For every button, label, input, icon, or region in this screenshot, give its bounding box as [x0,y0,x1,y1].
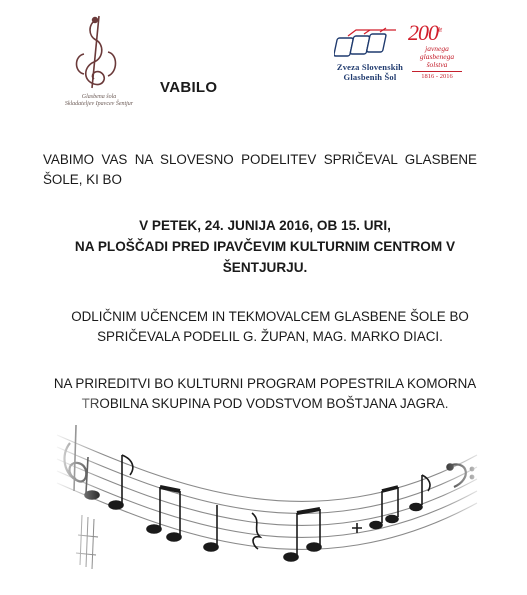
union-logo-line-1: Zveza Slovenskih [336,62,404,72]
awards-line-2: SPRIČEVALA PODELIL G. ŽUPAN, MAG. MARKO DIACI. [97,329,443,344]
intro-line-1: VABIMO VAS NA SLOVESNO PODELITEV SPRIČEVAL GLASBENE [43,152,477,167]
anniversary-years: 1816 - 2016 [412,71,462,81]
intro-line-2: ŠOLE, KI BO [43,172,122,187]
program-line-1: NA PRIREDITVI BO KULTURNI PROGRAM POPESTRILA KOMORNA [53,376,477,391]
anniversary-superscript: let [438,27,441,34]
event-date-line: V PETEK, 24. JUNIJA 2016, OB 15. URI, [139,218,391,233]
anniversary-number: $200^{let}$ [408,20,441,45]
event-place-line-1: NA PLOŠČADI PRED IPAVČEVIM KULTURNIM CENTROM V [74,239,456,254]
anniversary-line-2: glasbenega [419,52,455,61]
awards-paragraph [50,307,490,347]
page-title: VABILO [160,79,218,96]
event-date-place [40,215,490,278]
violin-treble-clef-logo [44,14,154,94]
anniversary-line-3: šolstva [426,60,448,69]
music-staff-notes-illustration [52,395,482,590]
anniversary-logo [404,20,470,82]
school-logo [44,14,174,110]
school-logo-caption-2: Skladateljev Ipavcev Šentjur [64,101,134,107]
anniversary-line-1: javnega [425,44,449,53]
intro-paragraph [43,150,477,190]
event-place-line-2: ŠENTJURJU. [222,260,308,275]
union-logo-line-2: Glasbenih Šol [343,72,397,82]
school-logo-caption-1: Glasbena šola [81,94,117,100]
awards-line-1: ODLIČNIM UČENCEM IN TEKMOVALCEM GLASBENE ŠOLE BO [71,309,469,324]
union-logo-name [330,62,410,82]
music-staff-illustration [52,395,482,590]
union-logo [334,26,406,82]
stacked-book-pages-logo [334,26,406,60]
